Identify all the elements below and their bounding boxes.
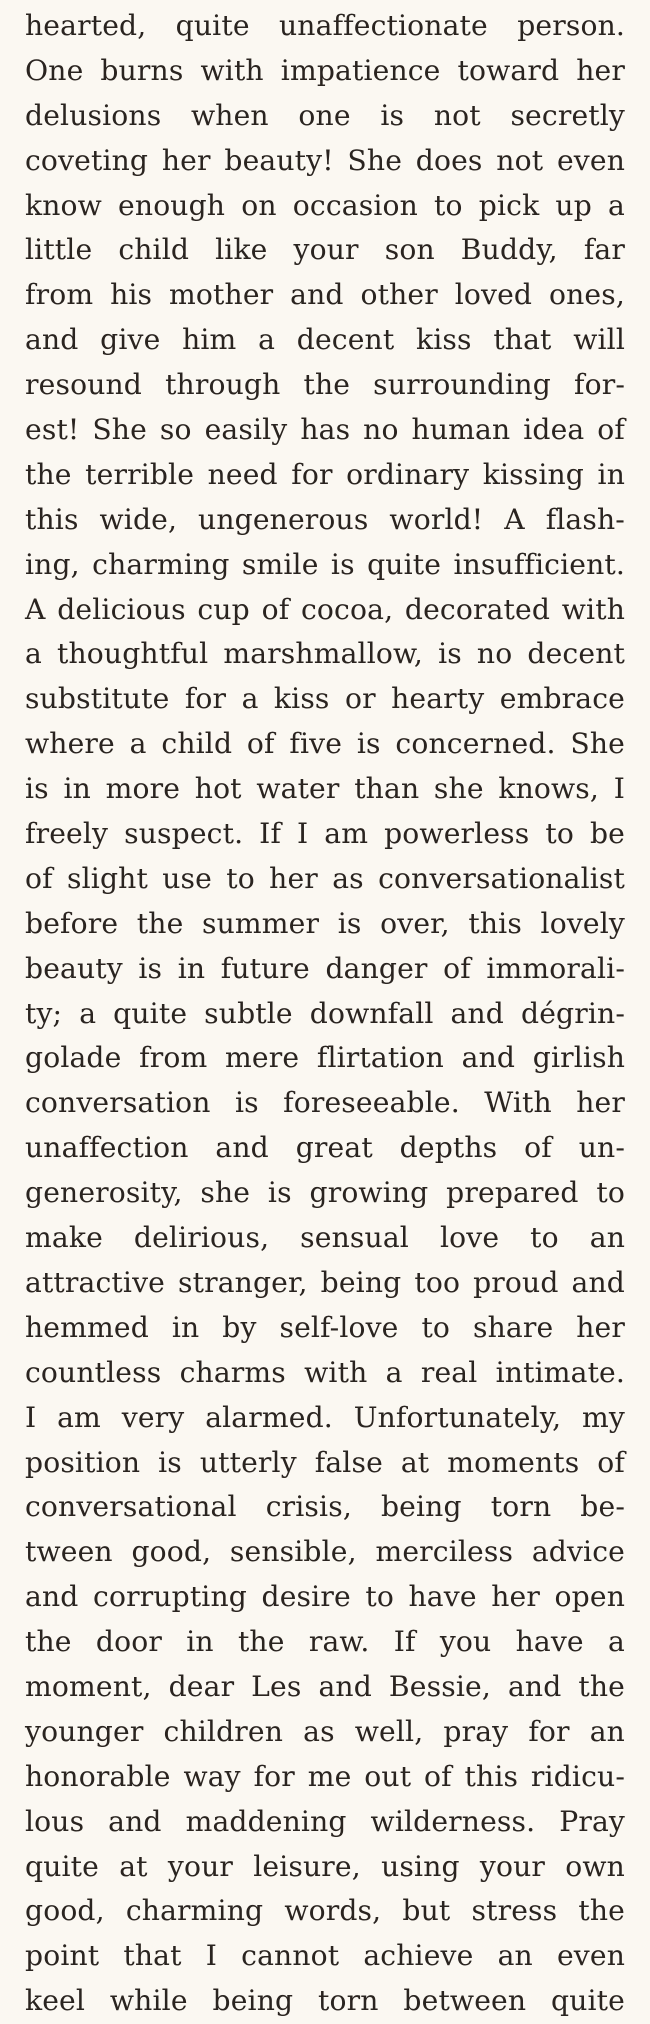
text-line: One burns with impatience toward her	[25, 53, 625, 87]
text-line: countless charms with a real intimate.	[25, 1355, 625, 1389]
text-line: know enough on occasion to pick up a	[25, 188, 625, 222]
text-line: make delirious, sensual love to an	[25, 1221, 625, 1255]
text-line: tween good, sensible, merciless advice	[25, 1535, 625, 1569]
text-line: unaffection and great depths of un-	[25, 1131, 625, 1165]
text-line: hearted, quite unaffectionate person.	[25, 9, 625, 42]
text-line: beauty is in future danger of immorali-	[25, 951, 625, 985]
text-line: younger children as well, pray for an	[25, 1714, 625, 1748]
text-line: golade from mere flirtation and girlish	[25, 1041, 625, 1075]
text-line: coveting her beauty! She does not even	[25, 143, 625, 177]
text-line: point that I cannot achieve an even	[25, 1939, 625, 1973]
text-line: I am very alarmed. Unfortunately, my	[25, 1400, 625, 1434]
body-text	[25, 4, 625, 2024]
text-line: keel while being torn between quite	[25, 1984, 625, 2018]
text-line: before the summer is over, this lovely	[25, 906, 625, 940]
text-line: and corrupting desire to have her open	[25, 1580, 625, 1614]
text-line: is in more hot water than she knows, I	[25, 772, 625, 806]
text-line: and give him a decent kiss that will	[25, 323, 625, 357]
text-line: ty; a quite subtle downfall and dégrin-	[25, 996, 625, 1030]
text-line: substitute for a kiss or hearty embrace	[25, 682, 625, 716]
text-line: delusions when one is not secretly	[25, 98, 625, 132]
text-line: from his mother and other loved ones,	[25, 278, 625, 312]
text-line: est! She so easily has no human idea of	[25, 413, 625, 447]
text-line: conversational crisis, being torn be-	[25, 1490, 625, 1524]
text-line: conversation is foreseeable. With her	[25, 1086, 625, 1120]
text-line: good, charming words, but stress the	[25, 1894, 625, 1928]
text-line: the door in the raw. If you have a	[25, 1625, 625, 1659]
text-line: generosity, she is growing prepared to	[25, 1176, 625, 1210]
text-line: freely suspect. If I am powerless to be	[25, 817, 625, 851]
text-line: a thoughtful marshmallow, is no decent	[25, 637, 625, 671]
text-line: lous and maddening wilderness. Pray	[25, 1804, 625, 1838]
text-line: moment, dear Les and Bessie, and the	[25, 1669, 625, 1703]
text-line: this wide, ungenerous world! A flash-	[25, 502, 625, 536]
text-line: resound through the surrounding for-	[25, 368, 625, 402]
text-line: honorable way for me out of this ridicu-	[25, 1759, 625, 1793]
text-line: position is utterly false at moments of	[25, 1445, 625, 1479]
text-line: ing, charming smile is quite insufficient.	[25, 547, 625, 581]
text-line: quite at your leisure, using your own	[25, 1849, 625, 1883]
text-line: where a child of five is concerned. She	[25, 727, 625, 761]
text-line: A delicious cup of cocoa, decorated with	[25, 592, 625, 626]
text-line: of slight use to her as conversationalist	[25, 861, 625, 895]
text-line: little child like your son Buddy, far	[25, 233, 625, 267]
text-line: the terrible need for ordinary kissing in	[25, 457, 625, 491]
text-line: attractive stranger, being too proud and	[25, 1265, 625, 1299]
text-line: hemmed in by self-love to share her	[25, 1310, 625, 1344]
